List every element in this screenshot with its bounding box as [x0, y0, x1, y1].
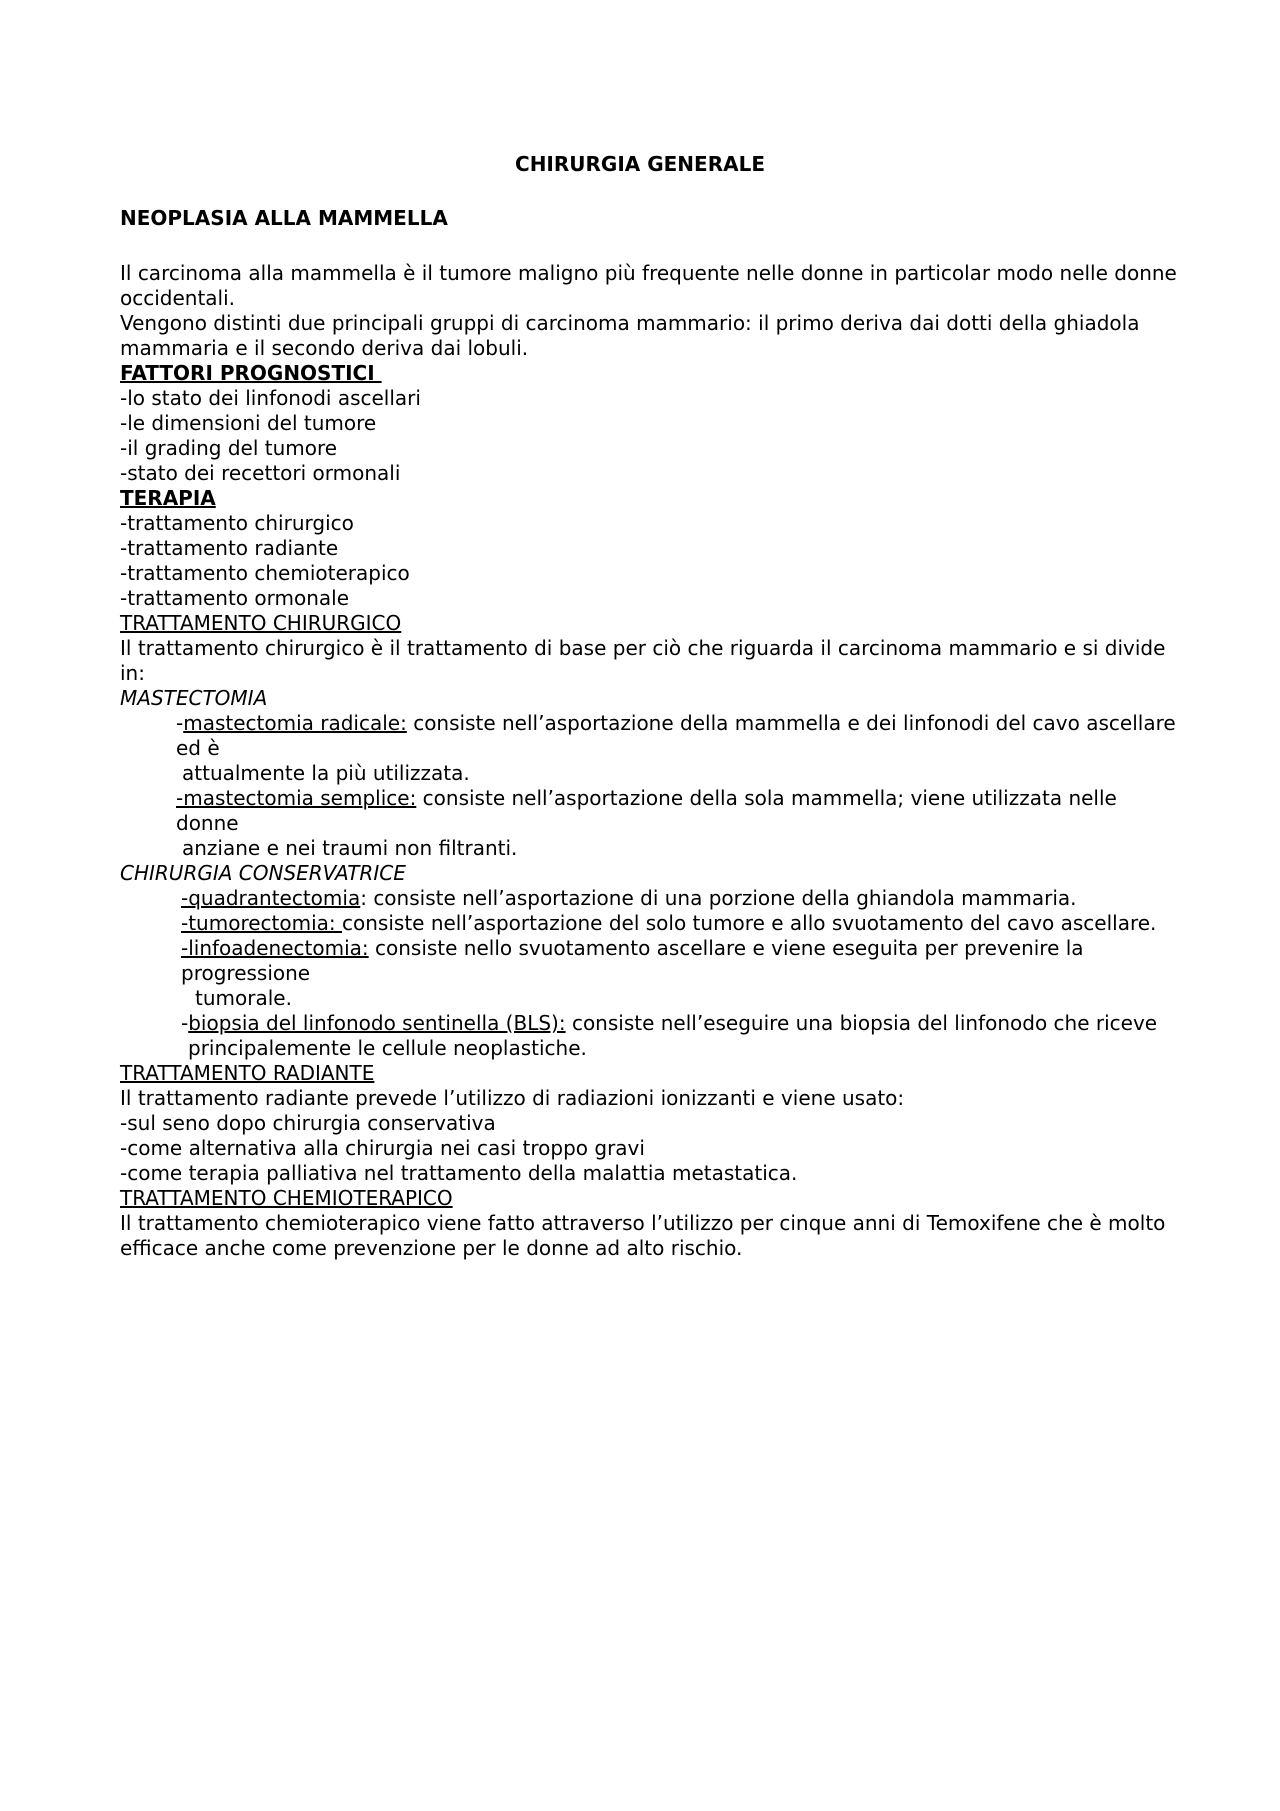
mastectomia-heading: MASTECTOMIA — [120, 686, 268, 710]
term: mastectomia radicale: — [183, 711, 407, 735]
term: -quadrantectomia — [181, 886, 361, 910]
bullet-dash: - — [176, 711, 184, 735]
chemio-text: Il trattamento chemioterapico viene fatto attraverso l’utilizzo per cinque anni di Temoxifene che è molto efficace anche come prevenzione per le donne ad alto rischio. — [120, 1211, 1166, 1260]
list-item: -come terapia palliativa nel trattamento della malattia metastatica. — [120, 1161, 798, 1185]
conservatrice-heading: CHIRURGIA CONSERVATRICE — [120, 861, 406, 885]
list-item: -sul seno dopo chirurgia conservativa — [120, 1111, 496, 1135]
tumorectomia — [120, 911, 1185, 936]
mastectomia-semplice — [120, 786, 1185, 836]
quadrantectomia — [120, 886, 1185, 911]
list-item: -le dimensioni del tumore — [120, 411, 377, 435]
bullet-dash: - — [181, 1011, 189, 1035]
document-body — [120, 261, 1185, 1261]
continuation-line: anziane e nei traumi non filtranti. — [182, 836, 518, 860]
list-item: -come alternativa alla chirurgia nei casi troppo gravi — [120, 1136, 645, 1160]
intro-paragraph: Il carcinoma alla mammella è il tumore maligno più frequente nelle donne in particolar modo nelle donne occidentali. — [120, 261, 1177, 310]
fattori-heading: FATTORI PROGNOSTICI — [120, 361, 382, 385]
terapia-heading: TERAPIA — [120, 486, 216, 510]
definition: consiste nell’asportazione della mammella e dei linfonodi del cavo ascellare ed è — [176, 711, 1176, 760]
radiante-heading: TRATTAMENTO RADIANTE — [120, 1061, 375, 1085]
continuation-line: attualmente la più utilizzata. — [182, 761, 470, 785]
chirurgico-heading: TRATTAMENTO CHIRURGICO — [120, 611, 402, 635]
definition: consiste nell’asportazione della sola mammella; viene utilizzata nelle donne — [176, 786, 1117, 835]
definition: consiste nell’asportazione del solo tumore e allo svuotamento del cavo ascellare. — [342, 911, 1157, 935]
continuation-line: principalemente le cellule neoplastiche. — [188, 1036, 587, 1060]
definition: consiste nell’eseguire una biopsia del linfonodo che riceve — [565, 1011, 1158, 1035]
list-item: -il grading del tumore — [120, 436, 338, 460]
chemio-heading: TRATTAMENTO CHEMIOTERAPICO — [120, 1186, 453, 1210]
document-title: CHIRURGIA GENERALE — [515, 152, 765, 176]
list-item: -trattamento radiante — [120, 536, 339, 560]
list-item: -trattamento chirurgico — [120, 511, 354, 535]
definition: : consiste nell’asportazione di una porzione della ghiandola mammaria. — [360, 886, 1077, 910]
term: -linfoadenectomia: — [181, 936, 369, 960]
mastectomia-radicale — [120, 711, 1185, 761]
chirurgico-text: Il trattamento chirurgico è il trattamento di base per ciò che riguarda il carcinoma mammario e si divide in: — [120, 636, 1166, 685]
definition: consiste nello svuotamento ascellare e viene eseguita per prevenire la progressione — [181, 936, 1084, 985]
list-item: -lo stato dei linfonodi ascellari — [120, 386, 421, 410]
intro-paragraph: Vengono distinti due principali gruppi di carcinoma mammario: il primo deriva dai dotti della ghiadola mammaria e il secondo deriva dai lobuli. — [120, 311, 1140, 360]
list-item: -trattamento ormonale — [120, 586, 349, 610]
term: -mastectomia semplice: — [176, 786, 417, 810]
continuation-line: tumorale. — [195, 986, 292, 1010]
term: -tumorectomia: — [181, 911, 343, 935]
list-item: -trattamento chemioterapico — [120, 561, 410, 585]
term: biopsia del linfonodo sentinella (BLS): — [188, 1011, 566, 1035]
radiante-text: Il trattamento radiante prevede l’utilizzo di radiazioni ionizzanti e viene usato: — [120, 1086, 905, 1110]
list-item: -stato dei recettori ormonali — [120, 461, 401, 485]
biopsia-linfonodo — [120, 1011, 1185, 1036]
section-heading: NEOPLASIA ALLA MAMMELLA — [120, 206, 448, 230]
linfoadenectomia — [120, 936, 1185, 986]
